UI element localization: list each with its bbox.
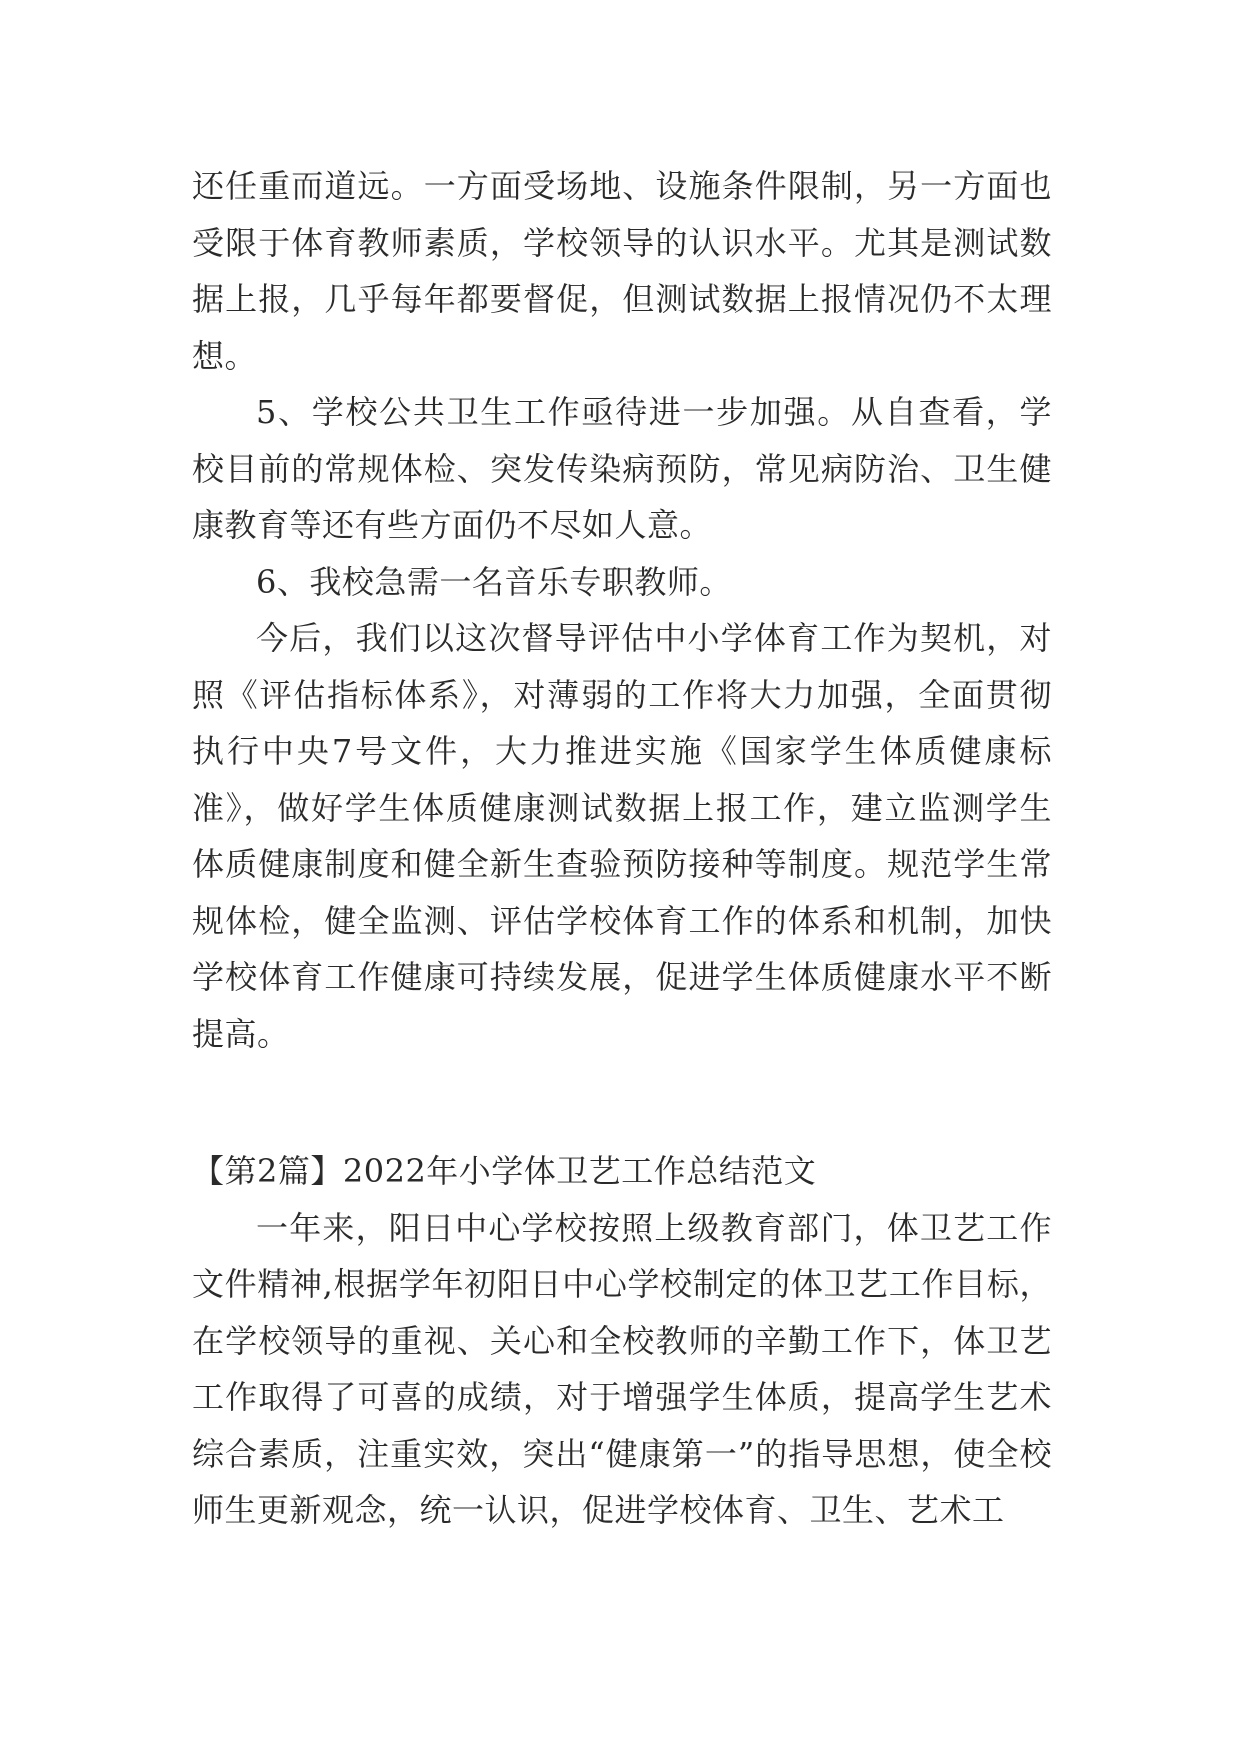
section-2-heading: 【第2篇】2022年小学体卫艺工作总结范文 (192, 1152, 817, 1190)
paragraph-conclusion: 今后，我们以这次督导评估中小学体育工作为契机，对照《评估指标体系》，对薄弱的工作将大力加强，全面贯彻执行中央7号文件，大力推进实施《国家学生体质健康标准》，做好学生体质健康测试数据上报工作，建立监测学生体质健康制度和健全新生查验预防接种等制度。规范学生常规体检，健全监测、评估学校体育工作的体系和机制，加快学校体育工作健康可持续发展，促进学生体质健康水平不断提高。 (192, 619, 1052, 1053)
paragraph-item-6: 6、我校急需一名音乐专职教师。 (256, 562, 732, 601)
paragraph-item-5: 5、学校公共卫生工作亟待进一步加强。从自查看，学校目前的常规体检、突发传染病预防，常见病防治、卫生健康教育等还有些方面仍不尽如人意。 (192, 393, 1052, 544)
paragraph-continuation: 还任重而道远。一方面受场地、设施条件限制，另一方面也受限于体育教师素质，学校领导的认识水平。尤其是测试数据上报，几乎每年都要督促，但测试数据上报情况仍不太理想。 (192, 167, 1052, 375)
paragraph-intro: 一年来，阳日中心学校按照上级教育部门，体卫艺工作文件精神,根据学年初阳日中心学校制定的体卫艺工作目标，在学校领导的重视、关心和全校教师的辛勤工作下，体卫艺工作取得了可喜的成绩，对于增强学生体质，提高学生艺术综合素质，注重实效，突出“健康第一”的指导思想，使全校师生更新观念，统一认识，促进学校体育、卫生、艺术工 (192, 1208, 1052, 1529)
section-2-body (192, 1143, 1052, 1539)
section-1-body (192, 158, 1052, 1062)
